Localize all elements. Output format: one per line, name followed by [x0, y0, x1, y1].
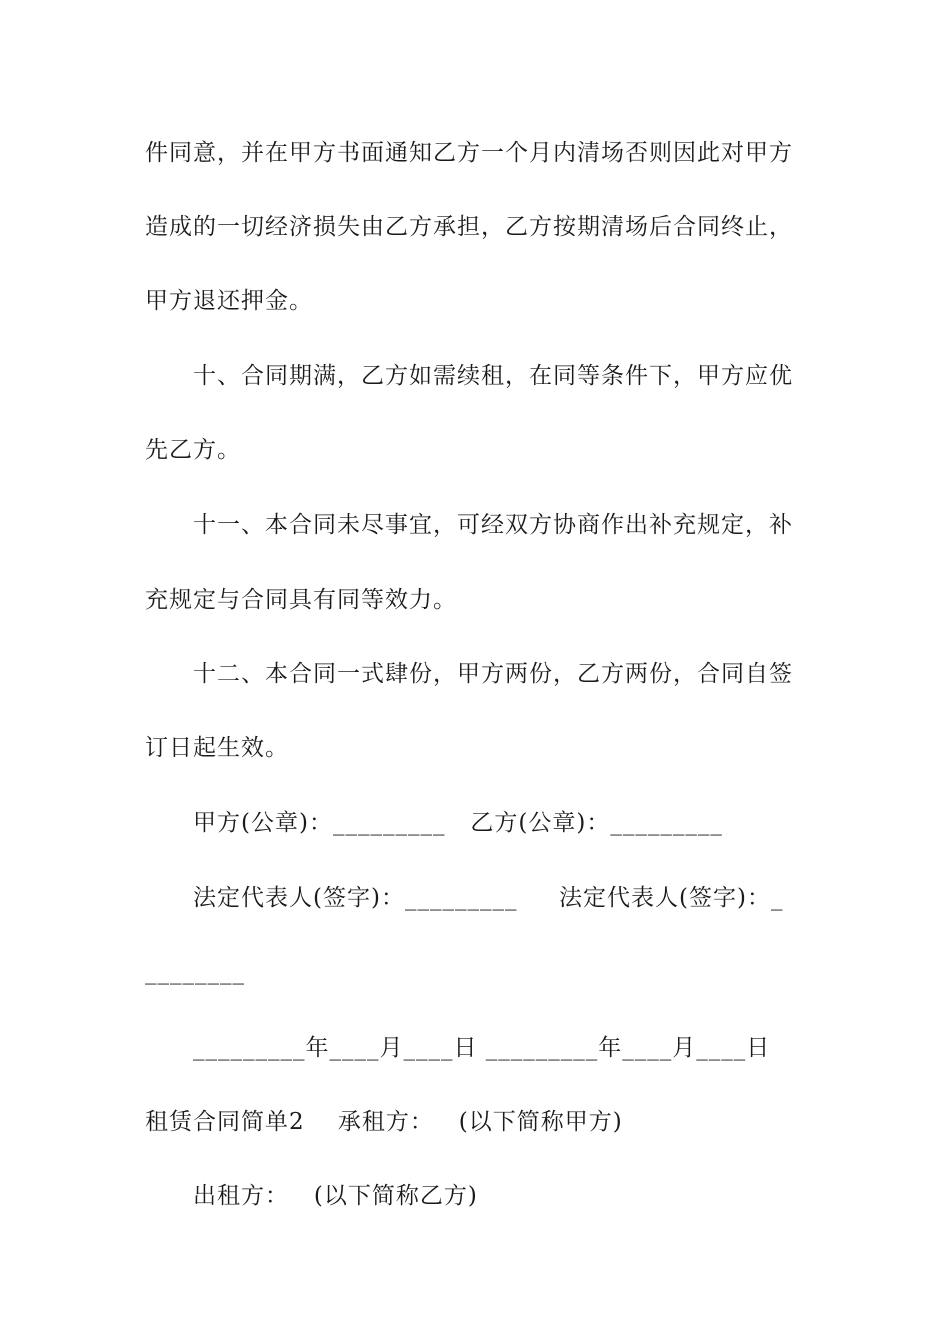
paragraph-line: 充规定与合同具有同等效力。: [145, 587, 457, 613]
signature-continuation-line: ________: [145, 959, 245, 985]
paragraph-line: 订日起生效。: [145, 735, 289, 761]
seal-signature-line: 甲方(公章)：_________ 乙方(公章)：_________: [193, 810, 723, 836]
paragraph-line: 造成的一切经济损失由乙方承担，乙方按期清场后合同终止，: [145, 214, 793, 240]
date-line: _________年____月____日 _________年____月____日: [193, 1035, 771, 1061]
paragraph-line: 先乙方。: [145, 437, 241, 463]
clause-11-line: 十一、本合同未尽事宜，可经双方协商作出补充规定，补: [193, 512, 793, 538]
clause-10-line: 十、合同期满，乙方如需续租，在同等条件下，甲方应优: [193, 363, 793, 389]
clause-12-line: 十二、本合同一式肆份，甲方两份，乙方两份，合同自签: [193, 661, 793, 687]
section-heading-line: 租赁合同简单2 承租方： (以下简称甲方): [145, 1109, 623, 1135]
paragraph-line: 件同意，并在甲方书面通知乙方一个月内清场否则因此对甲方: [145, 140, 793, 166]
representative-signature-line: 法定代表人(签字)：_________ 法定代表人(签字)：_: [193, 885, 784, 911]
lessor-line: 出租方： (以下简称乙方): [193, 1183, 478, 1209]
paragraph-line: 甲方退还押金。: [145, 288, 313, 314]
